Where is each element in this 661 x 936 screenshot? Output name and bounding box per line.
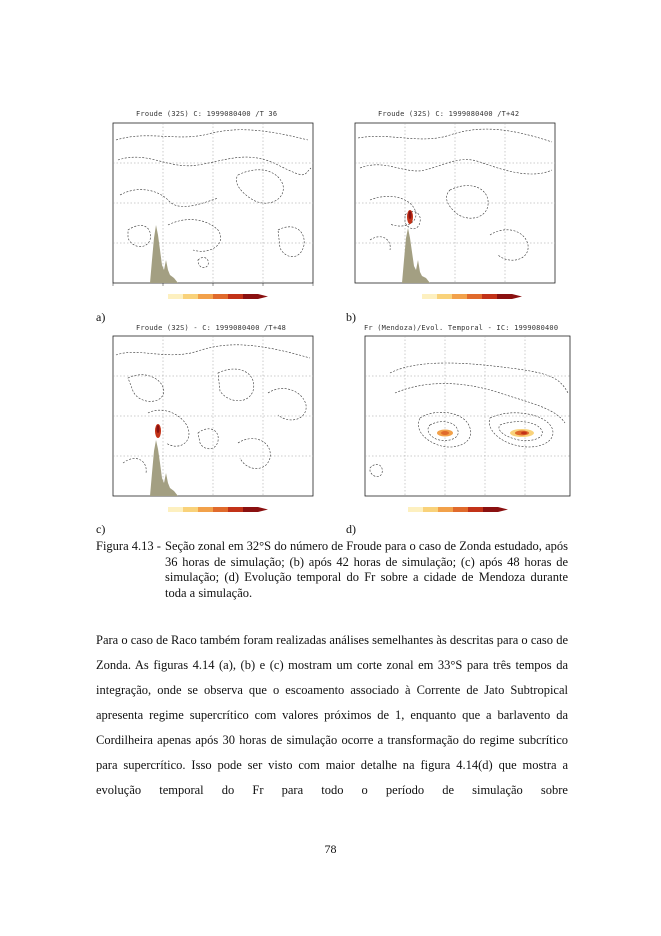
panel-a-title: Froude (32S) C: 1999080400 /T 36 (136, 110, 278, 118)
body-paragraph: Para o caso de Raco também foram realizadas análises semelhantes às descritas para o caso de Zonda. As figuras 4.14 (a), (b) e (c) mostram um corte zonal em 33°S para três tempos da integração, onde se observa que o escoamento associado à Corrente de Jato Subtropical apresenta regime supercrítico com valores próximos de 1, enquanto que a barlavento da Cordilheira apenas após 30 horas de simulação ocorre a transformação do regime subcrítico para supercrítico. Isso pode ser visto com maior detalhe na figura 4.14(d) que mostra a evolução temporal do Fr para todo o período de simulação sobre (96, 633, 568, 797)
caption-label: Figura 4.13 - (96, 539, 161, 553)
caption-text: Seção zonal em 32°S do número de Froude para o caso de Zonda estudado, após 36 horas de simulação; (b) após 42 horas de simulação; (c) após 48 horas de simulação; (d) Evolução temporal do Fr sobre a cidade de Mendoza durante toda a simulação. (165, 539, 568, 600)
panel-c-title: Froude (32S) - C: 1999080400 /T+48 (136, 324, 287, 332)
panel-b-plot (350, 120, 562, 305)
page-number: 78 (324, 842, 337, 856)
panel-d-title: Fr (Mendoza)/Evol. Temporal - IC: 1999080400 (364, 324, 559, 332)
panel-d-letter: d) (346, 522, 356, 536)
panel-b-title: Froude (32S) C: 1999080400 /T+42 (378, 110, 520, 118)
panel-a-plot (108, 120, 320, 305)
panel-c-plot (108, 333, 320, 518)
panel-d-plot (360, 333, 572, 518)
panel-c-letter: c) (96, 522, 106, 536)
panel-b-letter: b) (346, 310, 356, 324)
panel-a-letter: a) (96, 310, 106, 324)
